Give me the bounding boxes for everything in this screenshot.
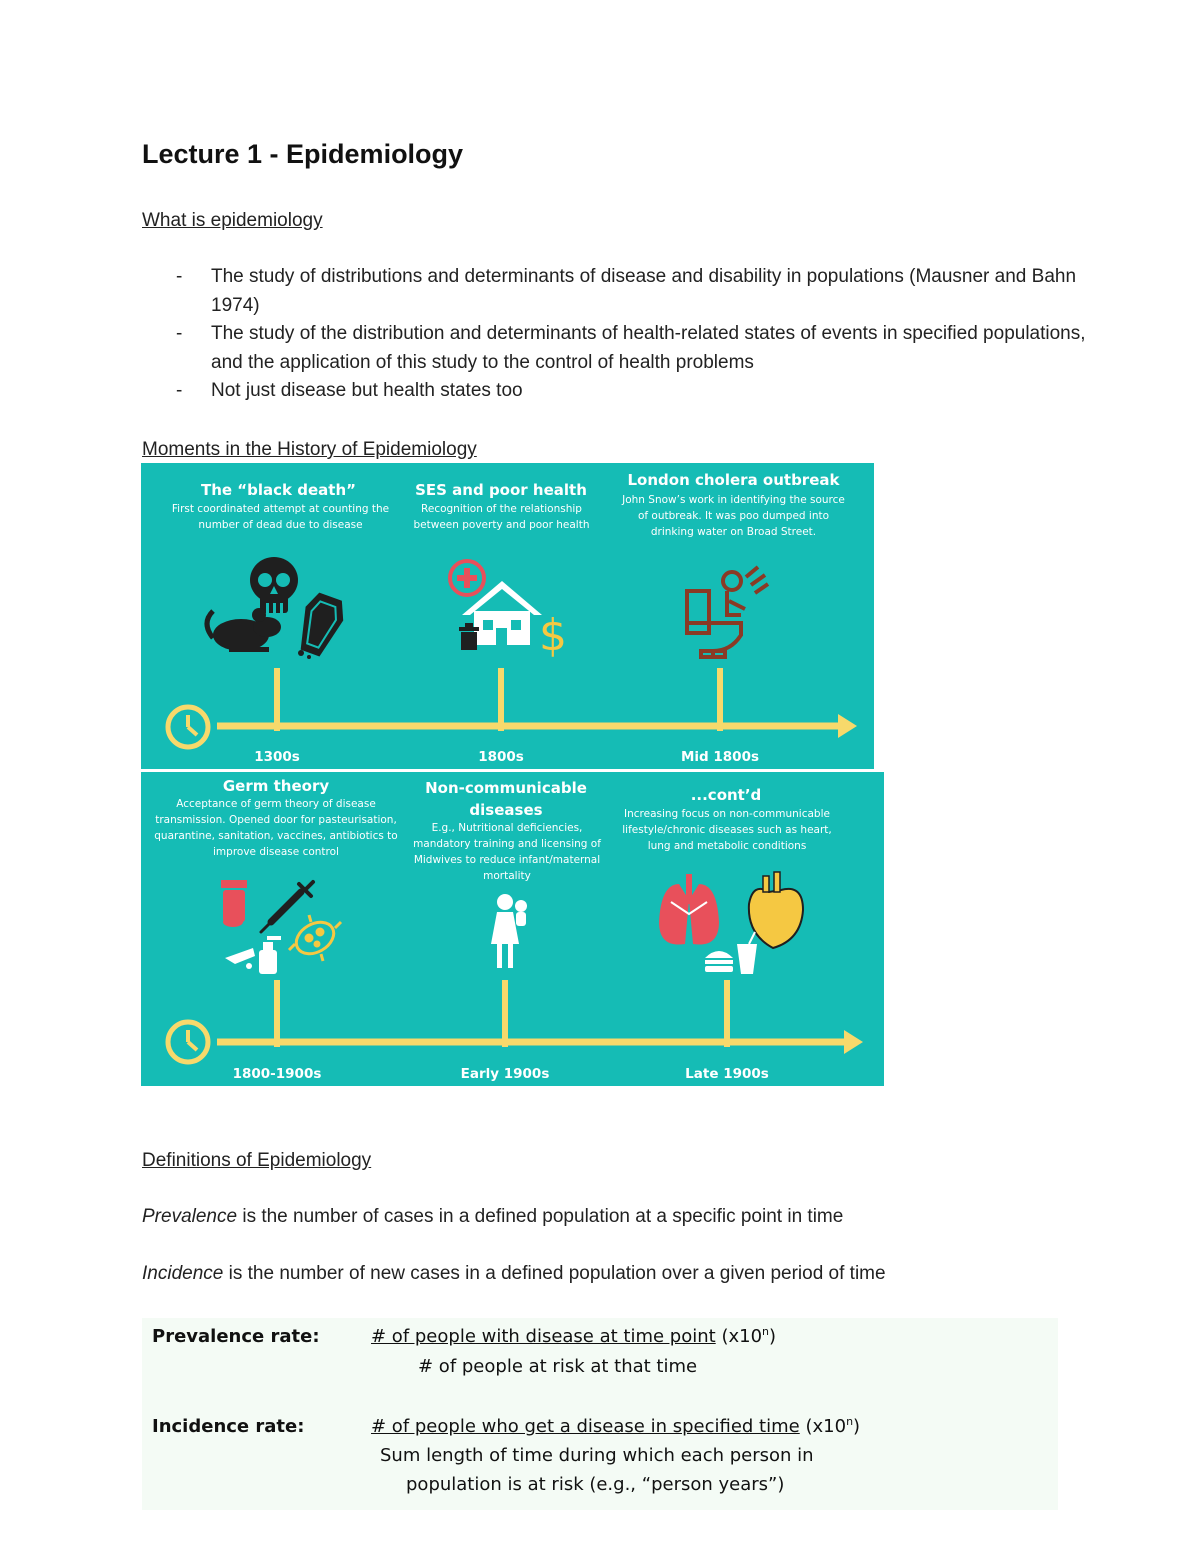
heart-icon <box>749 872 803 948</box>
dollar-icon: $ <box>539 610 567 661</box>
event-description: E.g., Nutritional deficiencies, mandatory training and licensing of Midwives to reduce infant/maternal mortality <box>413 822 601 882</box>
formula-box <box>142 1318 1058 1510</box>
skull-icon <box>250 557 298 613</box>
timeline-panel-2 <box>141 772 884 1086</box>
bacteria-icon <box>289 915 341 961</box>
event-description: Acceptance of germ theory of disease transmission. Opened door for pasteurisation, quarantine, sanitation, vaccines, antibiotics to improve disease control <box>154 798 398 858</box>
coffin-icon <box>291 590 349 660</box>
trash-can-icon <box>459 623 479 650</box>
timeline-label: 1800-1900s <box>232 1066 322 1082</box>
timeline-graphic <box>141 463 874 769</box>
rat-icon <box>207 608 281 652</box>
timeline-label: Mid 1800s <box>680 749 760 765</box>
timeline-arrowhead <box>838 714 857 738</box>
timeline-graphic <box>141 772 884 1086</box>
mother-and-child-icon <box>491 894 527 968</box>
event-title: London cholera outbreak <box>627 471 840 489</box>
drink-icon <box>737 932 757 974</box>
clock-icon <box>168 707 208 747</box>
clock-icon <box>168 1022 208 1062</box>
incidence-denominator-line-2: population is at risk (e.g., “person years”) <box>406 1474 785 1495</box>
incidence-denominator-line-1: Sum length of time during which each person in <box>380 1445 814 1466</box>
timeline-panel-1 <box>141 463 874 769</box>
section-heading-history: Moments in the History of Epidemiology <box>142 439 477 460</box>
list-item: - Not just disease but health states too <box>142 377 1102 406</box>
event-description: Recognition of the relationship between poverty and poor health <box>413 503 590 531</box>
bullet-marker: - <box>176 380 183 401</box>
section-heading-definitions: Definitions of Epidemiology <box>142 1150 372 1171</box>
definition-list <box>142 263 1102 406</box>
event-title: Non-communicable diseases <box>425 779 587 819</box>
incidence-definition: Incidence is the number of new cases in a defined population over a given period of time <box>142 1263 886 1284</box>
prevalence-rate-label: Prevalence rate: <box>152 1326 320 1347</box>
event-description: John Snow’s work in identifying the source of outbreak. It was poo dumped into drinking water on Broad Street. <box>622 494 845 538</box>
soap-icon <box>225 936 281 974</box>
burger-icon <box>705 951 733 972</box>
timeline-arrowhead <box>844 1030 863 1054</box>
event-title: SES and poor health <box>415 481 587 499</box>
event-title: Germ theory <box>222 777 330 795</box>
bullet-marker: - <box>176 323 183 344</box>
prevalence-denominator: # of people at risk at that time <box>418 1356 698 1377</box>
syringe-icon <box>261 882 313 932</box>
sick-person-on-toilet-icon <box>687 567 768 657</box>
page-title: Lecture 1 - Epidemiology <box>142 139 464 169</box>
prevalence-term: Prevalence <box>142 1206 238 1227</box>
list-item: - The study of distributions and determinants of disease and disability in populations (Mausner and Bahn 1974) <box>142 263 1102 320</box>
medical-cross-icon <box>450 561 484 595</box>
prevalence-numerator: # of people with disease at time point (x10$^n$) <box>371 1325 777 1347</box>
section-heading-what-is: What is epidemiology <box>142 210 323 231</box>
event-title: ...cont’d <box>690 786 762 804</box>
timeline-label: 1300s <box>254 749 300 765</box>
incidence-numerator: # of people who get a disease in specified time (x10$^n$) <box>371 1415 861 1437</box>
pill-bottle-icon <box>221 880 247 927</box>
incidence-term: Incidence <box>142 1263 224 1284</box>
event-description: First coordinated attempt at counting the number of dead due to disease <box>171 503 390 531</box>
event-description: Increasing focus on non-communicable lifestyle/chronic diseases such as heart, lung and metabolic conditions <box>622 808 832 852</box>
lungs-icon <box>659 874 719 945</box>
prevalence-definition: Prevalence is the number of cases in a defined population at a specific point in time <box>142 1206 844 1227</box>
timeline-label: Late 1900s <box>685 1066 769 1082</box>
incidence-rate-label: Incidence rate: <box>152 1416 305 1437</box>
list-item: - The study of the distribution and determinants of health-related states of events in specified populations, and the application of this study to the control of health problems <box>142 320 1102 377</box>
bullet-marker: - <box>176 266 183 287</box>
timeline-label: 1800s <box>478 749 524 765</box>
timeline-label: Early 1900s <box>460 1066 550 1082</box>
event-title: The “black death” <box>201 481 356 499</box>
